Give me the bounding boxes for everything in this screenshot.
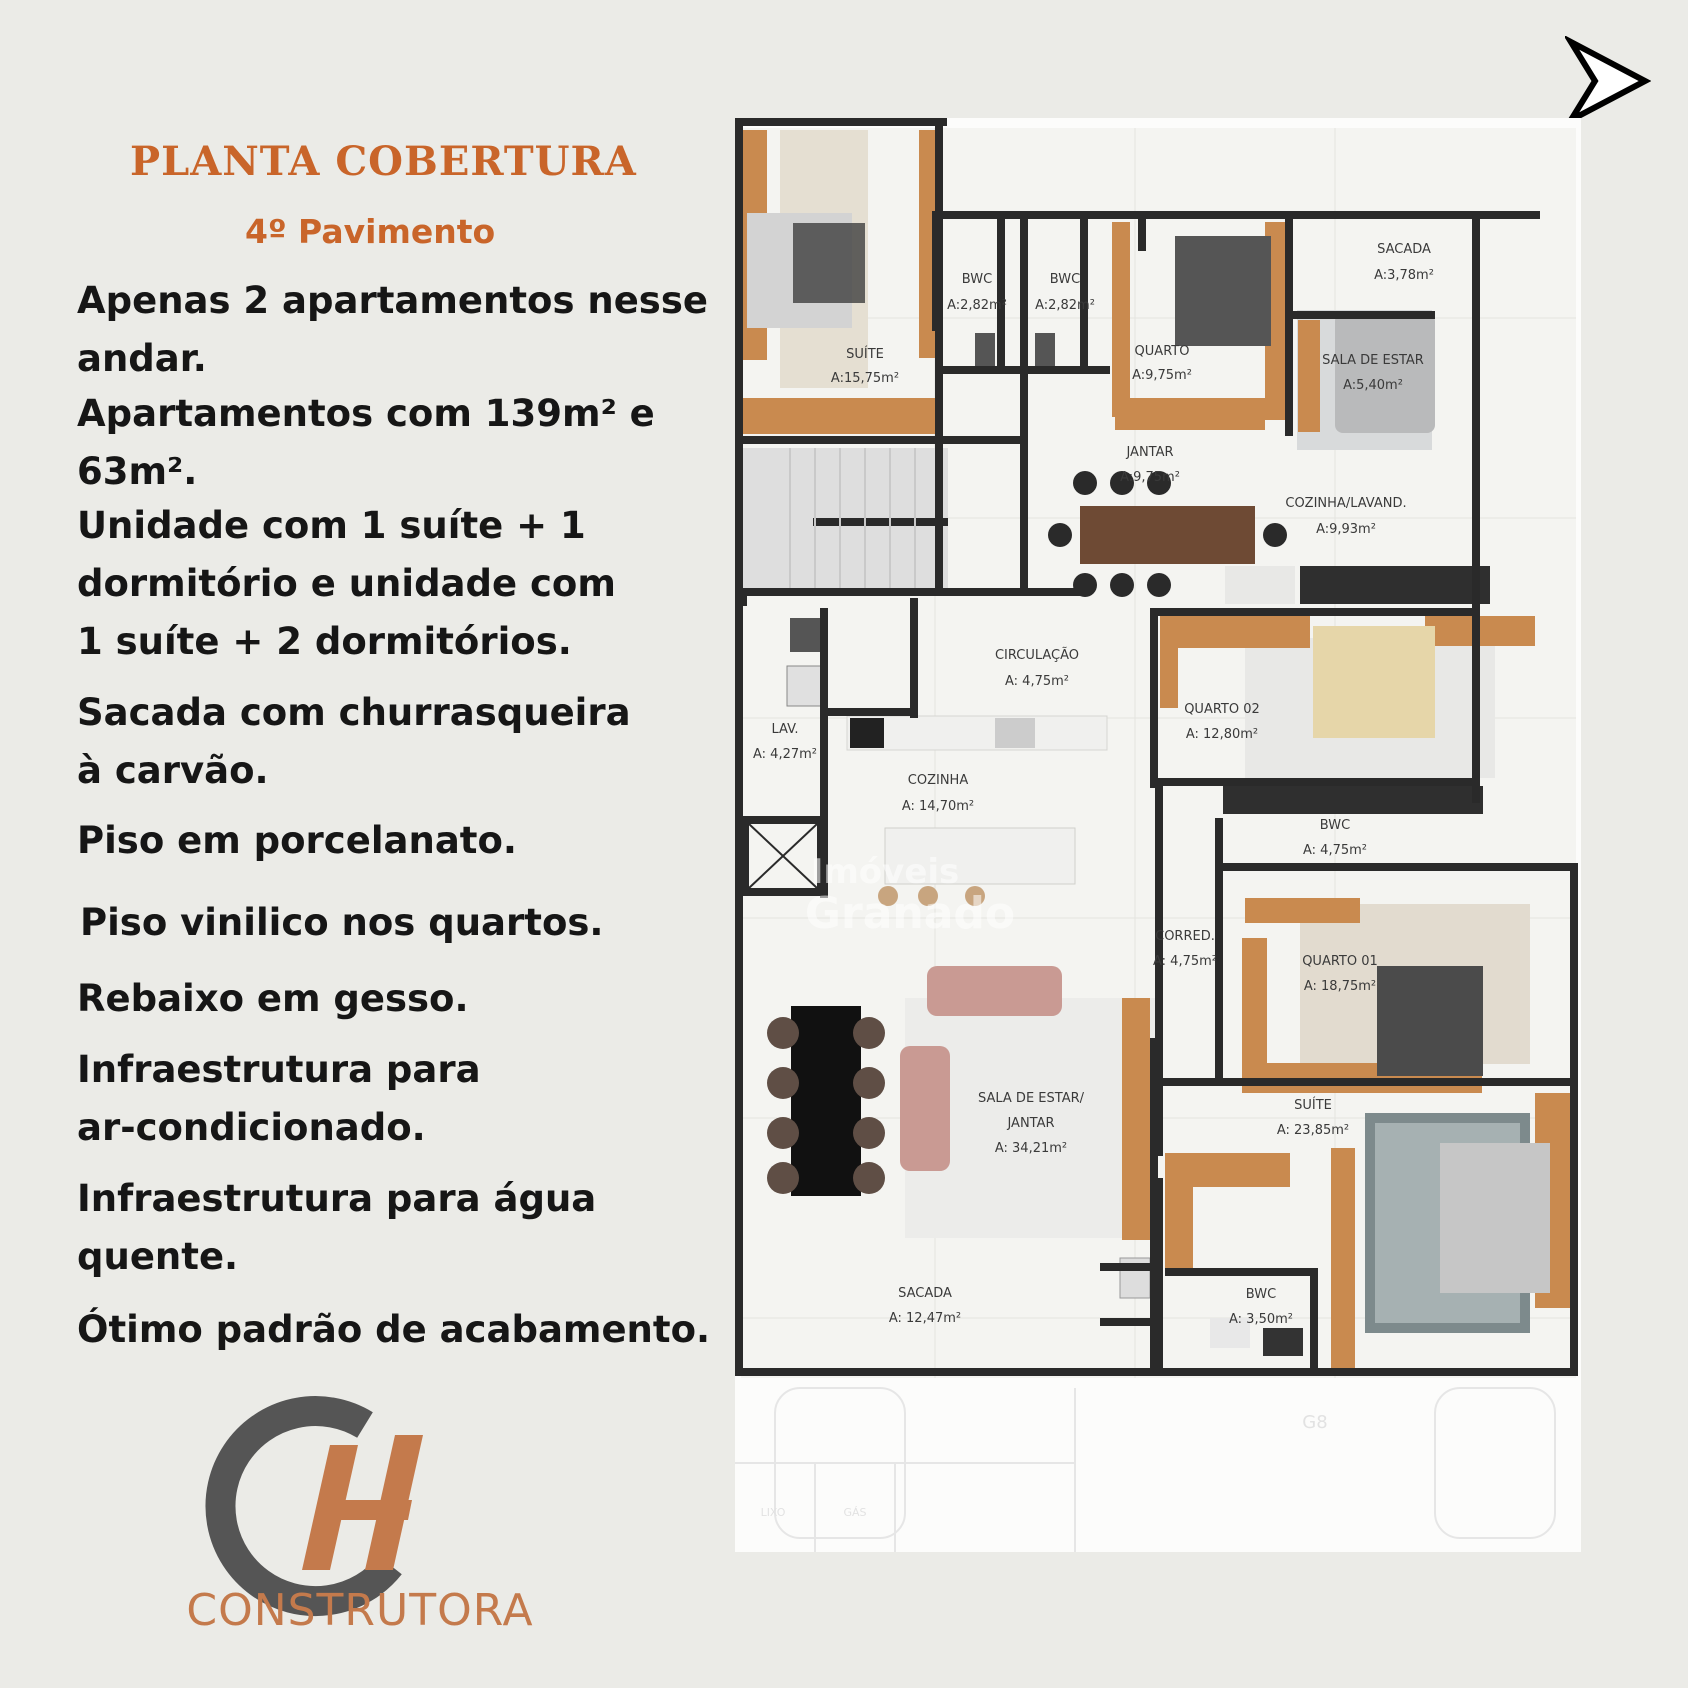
feature-porcelain-floor: Piso em porcelanato. xyxy=(77,819,517,862)
floor-plan xyxy=(735,118,1581,1552)
room-cozinha-lavand-area: A:9,93m² xyxy=(1316,522,1376,537)
room-sala-jantar-name: SALA DE ESTAR/ xyxy=(977,1091,1085,1106)
room-quarto-02-area: A: 12,80m² xyxy=(1185,727,1259,742)
room-sala-estar-name: SALA DE ESTAR xyxy=(1322,353,1424,368)
room-sala-jantar-name-2: JANTAR xyxy=(1007,1116,1055,1131)
feature-balcony-grill: Sacada com churrasqueira à carvão. xyxy=(77,691,631,792)
room-bwc-4-area: A: 3,50m² xyxy=(1229,1312,1293,1327)
room-bwc-1-name: BWC xyxy=(961,272,993,287)
page-title: PLANTA COBERTURA xyxy=(130,138,637,185)
room-bwc-2-area: A:2,82m² xyxy=(1035,298,1095,313)
logo-h-bar xyxy=(316,1500,412,1520)
room-sacada-1-name: SACADA xyxy=(1377,242,1431,257)
room-corredor-name: CORRED. xyxy=(1155,929,1215,944)
room-sala-jantar-area: A: 34,21m² xyxy=(994,1141,1068,1156)
room-bwc-3-area: A: 4,75m² xyxy=(1303,843,1367,858)
feature-apartment-sizes: Apartamentos com 139m² e 63m². xyxy=(77,392,655,493)
room-sacada-2-area: A: 12,47m² xyxy=(888,1311,962,1326)
watermark-line-1: Imóveis xyxy=(810,852,960,892)
room-bwc-2-name: BWC xyxy=(1049,272,1081,287)
room-quarto-01-area: A: 18,75m² xyxy=(1303,979,1377,994)
room-lav-area: A: 4,27m² xyxy=(753,747,817,762)
room-circulacao-area: A: 4,75m² xyxy=(1005,674,1069,689)
label-lixo: LIXO xyxy=(760,1506,786,1519)
parking-g8: G8 xyxy=(1302,1412,1328,1433)
room-corredor-area: A: 4,75m² xyxy=(1153,954,1217,969)
next-arrow-icon[interactable] xyxy=(1565,36,1651,126)
room-bwc-4-name: BWC xyxy=(1245,1287,1277,1302)
feature-air-conditioning: Infraestrutura para ar-condicionado. xyxy=(77,1048,481,1149)
room-sacada-1-area: A:3,78m² xyxy=(1374,268,1434,283)
feature-unit-layout: Unidade com 1 suíte + 1 dormitório e unidade com 1 suíte + 2 dormitórios. xyxy=(77,504,616,663)
room-quarto-area: A:9,75m² xyxy=(1132,368,1192,383)
room-circulacao-name: CIRCULAÇÃO xyxy=(994,648,1080,663)
stairs xyxy=(743,448,948,588)
room-lav-name: LAV. xyxy=(771,722,799,737)
feature-plaster-ceiling: Rebaixo em gesso. xyxy=(77,977,469,1020)
room-quarto-name: QUARTO xyxy=(1134,344,1190,359)
room-cozinha-name: COZINHA xyxy=(907,773,969,788)
room-suite-1-name: SUÍTE xyxy=(846,347,884,362)
feature-finish-quality: Ótimo padrão de acabamento. xyxy=(77,1308,711,1351)
room-sacada-2-name: SACADA xyxy=(898,1286,952,1301)
room-suite-2-area: A: 23,85m² xyxy=(1276,1123,1350,1138)
room-suite-2-name: SUÍTE xyxy=(1294,1098,1332,1113)
room-quarto-01-name: QUARTO 01 xyxy=(1302,954,1378,969)
feature-vinyl-floor: Piso vinilico nos quartos. xyxy=(80,901,604,944)
watermark-line-2: Granado xyxy=(804,888,1016,939)
room-cozinha-lavand-name: COZINHA/LAVAND. xyxy=(1285,496,1407,511)
feature-two-apartments: Apenas 2 apartamentos nesse andar. xyxy=(77,279,708,380)
room-jantar-name: JANTAR xyxy=(1126,445,1174,460)
room-bwc-3-name: BWC xyxy=(1319,818,1351,833)
room-quarto-02-name: QUARTO 02 xyxy=(1184,702,1260,717)
label-gas: GÁS xyxy=(843,1506,867,1519)
logo-text: CONSTRUTORA xyxy=(186,1585,534,1636)
room-jantar-area: A:9,75m² xyxy=(1120,470,1180,485)
room-cozinha-area: A: 14,70m² xyxy=(901,799,975,814)
construtora-logo xyxy=(180,1395,560,1645)
room-bwc-1-area: A:2,82m² xyxy=(947,298,1007,313)
room-sala-estar-area: A:5,40m² xyxy=(1343,378,1403,393)
page-subtitle: 4º Pavimento xyxy=(245,212,496,251)
room-suite-1-area: A:15,75m² xyxy=(830,371,900,386)
feature-hot-water: Infraestrutura para água quente. xyxy=(77,1177,597,1278)
